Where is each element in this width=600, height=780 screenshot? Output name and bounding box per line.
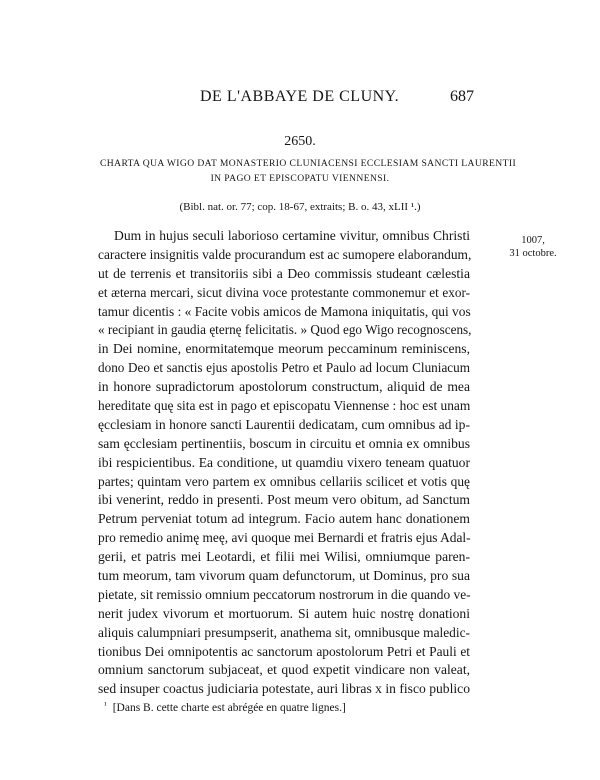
charter-title — [100, 156, 517, 186]
body-line: ibi venerint, reddo in presenti. Post meum vero obitum, ad Sanctum — [98, 492, 470, 508]
margin-date-note — [498, 234, 568, 260]
body-line: in honore supradictorum apostolorum constructum, aliquid de mea — [98, 379, 470, 395]
body-line: « recipiant in gaudia ęternę felicitatis. » Quod ego Wigo recognoscens, — [98, 322, 472, 338]
body-line: pietate, sit remissio omnium peccatorum nostrorum in die quando ve- — [98, 586, 471, 602]
charter-body-text — [98, 227, 470, 699]
body-line: sed insuper coactus judiciaria potestate, auri libras x in fisco publico — [98, 681, 470, 697]
body-line: caractere insignitis valde procurandum est ac sumopere elaborandum, — [98, 246, 472, 262]
body-line: sam ęcclesiam pertinentiis, boscum in circuitu et omnia ex omnibus — [98, 435, 470, 451]
body-line: ibi respicientibus. Ea conditione, ut quamdiu vixero teneam quatuor — [98, 454, 470, 470]
body-line: ut de terrenis et transitoriis sibi a Deo commissis studeant cælestia — [98, 265, 470, 281]
body-line: omnium sanctorum subjaceat, et quod expetit vindicare non valeat, — [98, 662, 470, 678]
body-line: in Dei nomine, enormitatemque meorum peccaminum reminiscens, — [98, 341, 470, 357]
charter-number: 2650. — [284, 134, 316, 149]
body-line: partes; quintam vero partem ex omnibus cellariis scilicet et votis quę — [98, 473, 470, 489]
body-line: et æterna mercari, sicut divina voce protestante commonemur et exor- — [98, 284, 470, 300]
footnote-mark: ¹ — [104, 700, 107, 710]
page-number: 687 — [450, 88, 474, 105]
body-line: nerit judex vivorum et mortuorum. Si autem huic nostrę donationi — [98, 605, 470, 621]
margin-year: 1007, — [521, 235, 545, 246]
margin-date: 31 octobre. — [509, 248, 557, 259]
body-line: pro remedio animę meę, avi quoque mei Bernardi et fratris ejus Adal- — [98, 530, 471, 546]
source-reference: (Bibl. nat. or. 77; cop. 18-67, extraits; B. o. 43, xLII ¹.) — [179, 201, 421, 213]
body-line: gerii, et patris mei Leotardi, et filii mei Wilisi, omniumque paren- — [98, 549, 470, 565]
body-line: ęcclesiam in honore sancti Laurentii dedicatam, cum omnibus ad ip- — [98, 416, 470, 432]
body-line: aliquis calumpniari presumpserit, anathema sit, omnibusque maledic- — [98, 624, 470, 640]
running-title: DE L'ABBAYE DE CLUNY. — [200, 88, 400, 105]
body-line: tamur dicentis : « Facite vobis amicos de Mamona iniquitatis, qui vos — [98, 303, 471, 319]
footnote — [104, 700, 346, 714]
footnote-text: [Dans B. cette charte est abrégée en quatre lignes.] — [112, 702, 346, 714]
body-line: tionibus Dei omnipotentis ac sanctorum apostolorum Petri et Pauli et — [98, 643, 470, 659]
body-line: Petrum perveniat totum ad integrum. Facio autem hanc donationem — [98, 511, 470, 527]
running-head — [0, 88, 600, 112]
charter-title-line: IN PAGO ET EPISCOPATU VIENNENSI. — [210, 173, 390, 184]
charter-title-line: CHARTA QUA WIGO DAT MONASTERIO CLUNIACENSI ECCLESIAM SANCTI LAURENTII — [100, 158, 517, 169]
body-line: dono Deo et sanctis ejus apostolis Petro et Paulo ad locum Cluniacum — [98, 360, 470, 376]
body-line: tum meorum, tam vivorum quam defunctorum, ut Dominus, pro sua — [98, 568, 470, 584]
body-line: Dum in hujus seculi laborioso certamine vivitur, omnibus Christi — [114, 228, 470, 243]
body-line: hereditate quę sita est in pago et episcopatu Viennense : hoc est unam — [98, 398, 471, 414]
